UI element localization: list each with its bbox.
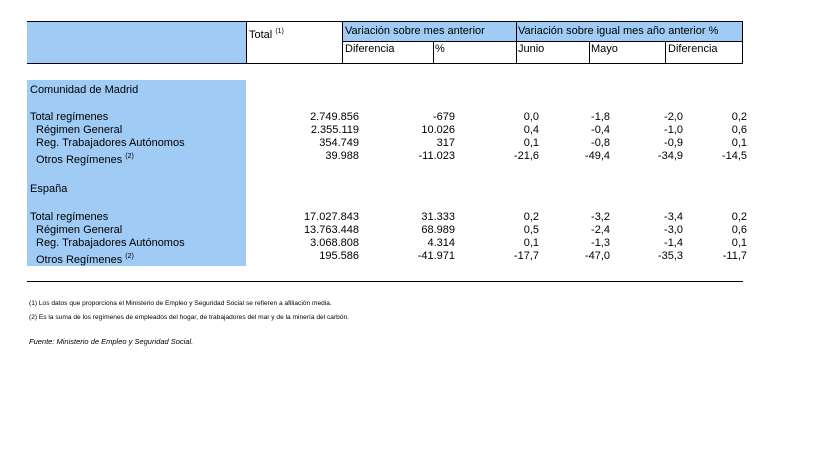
cell-pct: 0,5 bbox=[523, 224, 539, 236]
cell-dif: 68.989 bbox=[421, 224, 455, 236]
cell-dif2: 0,1 bbox=[731, 137, 747, 149]
table-bottom-rule bbox=[27, 281, 743, 282]
table-row bbox=[27, 250, 747, 266]
header-divider bbox=[342, 21, 343, 64]
row-label: Régimen General bbox=[36, 124, 123, 136]
cell-pct: -17,7 bbox=[513, 250, 539, 262]
footnote-2: (2) Es la suma de los regímenes de empleados del hogar, de trabajadores del mar y de la minería del carbón. bbox=[29, 314, 349, 321]
header-diferencia: Diferencia bbox=[345, 43, 395, 55]
cell-pct: 0,2 bbox=[523, 211, 539, 223]
header-total: Total $^{(1)}$ bbox=[249, 28, 284, 41]
footnote-ref: (2) bbox=[125, 153, 134, 160]
header-label-cell bbox=[27, 22, 246, 63]
cell-dif2: 0,6 bbox=[731, 224, 747, 236]
header-monthly-variation: Variación sobre mes anterior bbox=[345, 25, 485, 37]
cell-dif: -679 bbox=[432, 111, 455, 123]
row-label: Total regímenes bbox=[30, 211, 109, 223]
cell-total: 2.355.119 bbox=[310, 124, 359, 136]
cell-junio: -0,8 bbox=[591, 137, 610, 149]
header-divider bbox=[742, 21, 743, 64]
cell-junio: -49,4 bbox=[584, 150, 610, 162]
header-junio: Junio bbox=[518, 43, 545, 55]
table-row bbox=[27, 124, 747, 137]
cell-dif: 4.314 bbox=[427, 237, 455, 249]
cell-total: 39.988 bbox=[325, 150, 359, 162]
footnote-1: (1) Los datos que proporciona el Ministerio de Empleo y Seguridad Social se refieren a afiliación media. bbox=[29, 300, 332, 307]
header-mayo: Mayo bbox=[591, 43, 618, 55]
source-note: Fuente: Ministerio de Empleo y Seguridad Social. bbox=[29, 337, 194, 346]
cell-mayo: -34,9 bbox=[657, 150, 683, 162]
header-bottom-rule bbox=[27, 63, 743, 64]
cell-total: 354.749 bbox=[319, 137, 359, 149]
cell-mayo: -1,0 bbox=[664, 124, 683, 136]
cell-junio: -2,4 bbox=[591, 224, 610, 236]
header-top-rule bbox=[27, 21, 743, 22]
footnote-ref: (2) bbox=[125, 253, 134, 260]
table-row bbox=[27, 111, 747, 124]
row-label: Otros Regímenes $^{(2)}$ bbox=[36, 153, 134, 166]
row-label: Otros Regímenes $^{(2)}$ bbox=[36, 253, 134, 266]
row-label: Reg. Trabajadores Autónomos bbox=[36, 237, 185, 249]
cell-total: 195.586 bbox=[319, 250, 359, 262]
cell-pct: 0,1 bbox=[523, 237, 539, 249]
cell-junio: -0,4 bbox=[591, 124, 610, 136]
cell-dif2: 0,1 bbox=[731, 237, 747, 249]
row-label: Reg. Trabajadores Autónomos bbox=[36, 137, 185, 149]
row-label: Régimen General bbox=[36, 224, 123, 236]
header-yearly-variation: Variación sobre igual mes año anterior % bbox=[518, 25, 719, 37]
cell-dif: -11.023 bbox=[418, 150, 455, 162]
cell-total: 2.749.856 bbox=[310, 111, 359, 123]
cell-mayo: -2,0 bbox=[664, 111, 683, 123]
header-divider bbox=[246, 21, 247, 64]
table-row bbox=[27, 137, 747, 150]
section-title: España bbox=[30, 183, 68, 195]
cell-total: 3.068.808 bbox=[310, 237, 359, 249]
cell-total: 13.763.448 bbox=[303, 224, 359, 236]
header-mid-rule bbox=[342, 41, 743, 42]
cell-mayo: -3,0 bbox=[664, 224, 683, 236]
header-divider bbox=[433, 41, 434, 64]
cell-mayo: -1,4 bbox=[664, 237, 683, 249]
header-divider bbox=[665, 41, 666, 64]
cell-junio: -3,2 bbox=[591, 211, 610, 223]
cell-dif2: 0,2 bbox=[731, 211, 747, 223]
cell-dif: 31.333 bbox=[421, 211, 455, 223]
table-row bbox=[27, 237, 747, 250]
cell-dif2: -11,7 bbox=[722, 250, 747, 262]
row-label: Total regímenes bbox=[30, 111, 109, 123]
cell-mayo: -0,9 bbox=[664, 137, 683, 149]
cell-dif2: -14,5 bbox=[721, 150, 747, 162]
cell-dif: -41.971 bbox=[417, 250, 455, 262]
cell-pct: 0,0 bbox=[523, 111, 539, 123]
table-row bbox=[27, 150, 747, 166]
cell-pct: 0,1 bbox=[523, 137, 539, 149]
table-row bbox=[27, 211, 747, 224]
cell-mayo: -35,3 bbox=[657, 250, 683, 262]
cell-pct: 0,4 bbox=[523, 124, 539, 136]
cell-mayo: -3,4 bbox=[664, 211, 683, 223]
cell-dif2: 0,2 bbox=[731, 111, 747, 123]
header-divider bbox=[589, 41, 590, 64]
cell-dif: 10.026 bbox=[421, 124, 455, 136]
cell-junio: -1,3 bbox=[591, 237, 610, 249]
cell-dif2: 0,6 bbox=[731, 124, 747, 136]
cell-pct: -21,6 bbox=[513, 150, 539, 162]
cell-dif: 317 bbox=[436, 137, 455, 149]
section-title: Comunidad de Madrid bbox=[30, 84, 139, 96]
cell-total: 17.027.843 bbox=[303, 211, 359, 223]
header-divider bbox=[516, 21, 517, 64]
cell-junio: -47,0 bbox=[584, 250, 610, 262]
header-percent: % bbox=[435, 43, 445, 55]
header-diferencia-yearly: Diferencia bbox=[668, 43, 718, 55]
table-row bbox=[27, 224, 747, 237]
cell-junio: -1,8 bbox=[591, 111, 610, 123]
